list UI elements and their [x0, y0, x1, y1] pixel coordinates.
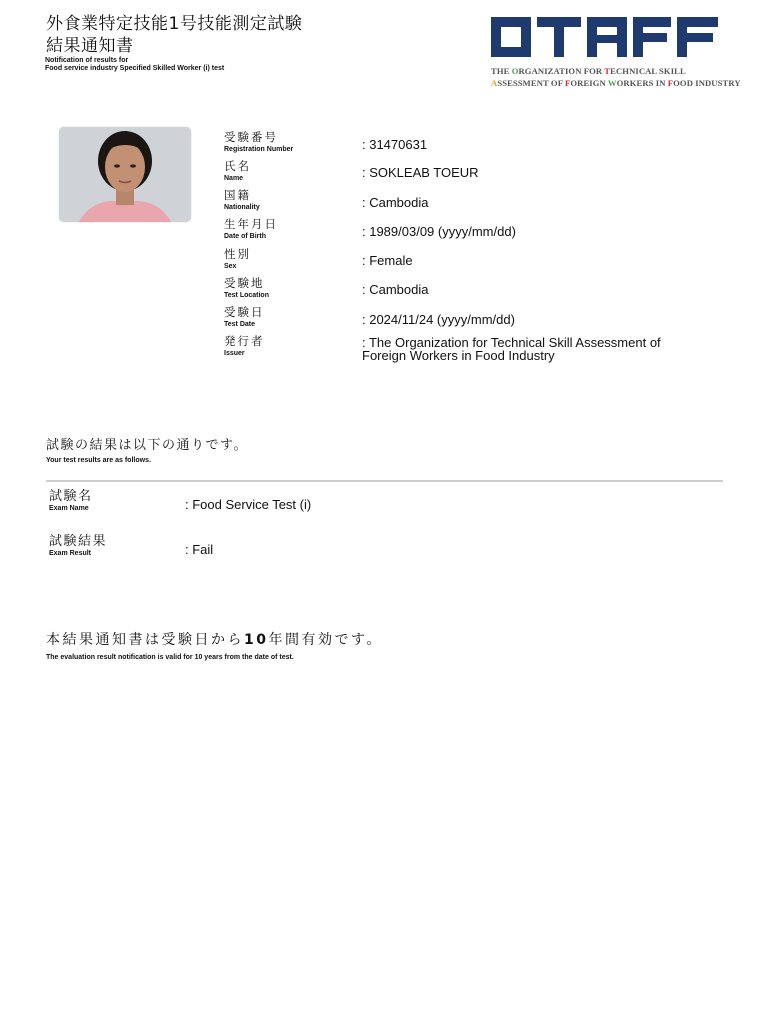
name-value: : SOKLEAB TOEUR — [362, 165, 479, 180]
portrait-image — [59, 127, 191, 222]
document-title-en — [45, 57, 345, 73]
field-label-name: 氏名 Name — [224, 159, 251, 182]
date-of-birth-value: : 1989/03/09 (yyyy/mm/dd) — [362, 224, 516, 239]
document-title-ja — [46, 13, 376, 57]
field-label-date-of-birth: 生年月日 Date of Birth — [224, 217, 278, 240]
logo-letter-t — [537, 17, 581, 57]
title-line-1: 外食業特定技能1号技能測定試験 — [46, 14, 303, 34]
results-intro-en: Your test results are as follows. — [46, 457, 151, 464]
exam-result-value: : Fail — [185, 542, 214, 557]
exam-result-label: 試験結果 Exam Result — [49, 534, 108, 557]
test-date-value: : 2024/11/24 (yyyy/mm/dd) — [362, 312, 515, 327]
nationality-value: : Cambodia — [362, 195, 429, 210]
validity-notice-en: The evaluation result notification is valid for 10 years from the date of test. — [46, 654, 294, 661]
issuer-value — [362, 336, 722, 362]
field-label-registration-number: 受験番号 Registration Number — [224, 130, 294, 153]
exam-name-label: 試験名 Exam Name — [49, 489, 93, 512]
section-divider — [46, 480, 723, 482]
field-label-test-location: 受験地 Test Location — [224, 276, 269, 299]
results-intro-ja: 試験の結果は以下の通りです。 — [46, 438, 248, 453]
title-en-line-2: Food service industry Specified Skilled Worker (i) test — [45, 65, 225, 72]
field-label-test-date: 受験日 Test Date — [224, 305, 265, 328]
registration-number-value: : 31470631 — [362, 137, 428, 152]
logo-letter-a — [587, 17, 627, 57]
applicant-photo — [59, 127, 191, 222]
issuer-value-line-2: Foreign Workers in Food Industry — [362, 348, 555, 363]
logo-letter-f2 — [677, 17, 718, 57]
issuer-value-line-1: : The Organization for Technical Skill Assessment of — [362, 335, 661, 350]
title-line-2: 結果通知書 — [46, 36, 134, 56]
title-en-line-1: Notification of results for — [45, 57, 129, 64]
field-label-nationality: 国籍 Nationality — [224, 188, 260, 211]
logo-letter-o — [491, 17, 531, 57]
validity-notice-ja: 本結果通知書は受験日から10年間有効です。 — [46, 632, 383, 648]
otaff-logo — [489, 15, 721, 63]
sex-value: : Female — [362, 253, 413, 268]
validity-years-number: 10 — [244, 632, 269, 648]
logo-letter-f1 — [633, 17, 671, 57]
test-location-value: : Cambodia — [362, 282, 429, 297]
logo-subtitle-line-2: ASSESSMENT OF FOREIGN WORKERS IN FOOD INDUSTRY — [491, 78, 741, 88]
exam-name-value: : Food Service Test (i) — [185, 497, 312, 512]
logo-subtitle-line-1: THE ORGANIZATION FOR TECHNICAL SKILL — [491, 66, 686, 76]
field-label-issuer: 発行者 Issuer — [224, 334, 265, 357]
field-label-sex: 性別 Sex — [224, 247, 251, 270]
